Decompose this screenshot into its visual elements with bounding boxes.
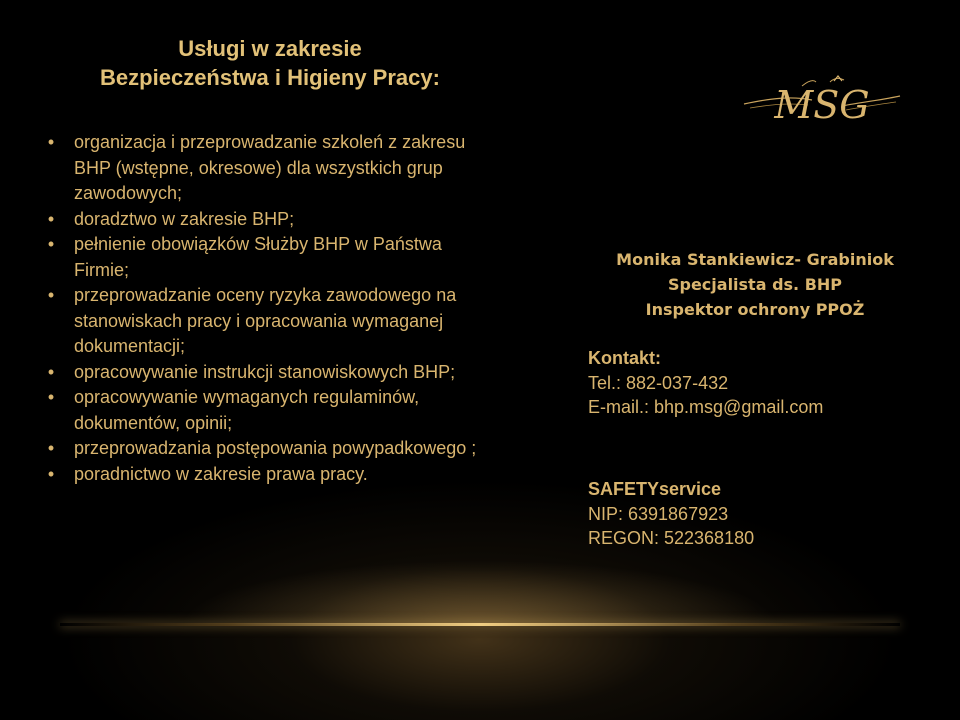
list-item	[44, 232, 499, 283]
contact-person	[560, 247, 950, 322]
list-item	[44, 436, 499, 462]
person-name: Monika Stankiewicz- Grabiniok	[616, 250, 894, 269]
list-item	[44, 360, 499, 386]
service-text: pełnienie obowiązków Służby BHP w Państwa Firmie;	[74, 234, 442, 280]
service-text: poradnictwo w zakresie prawa pracy.	[74, 463, 368, 484]
email-address: E-mail.: bhp.msg@gmail.com	[588, 397, 824, 417]
services-list	[44, 130, 499, 487]
gold-light-line	[60, 623, 900, 626]
list-item	[44, 385, 499, 436]
logo-text: MSG	[774, 83, 870, 127]
bullet-icon: •	[47, 234, 55, 254]
contact-block	[588, 346, 948, 420]
list-item	[44, 207, 499, 233]
services-title-line-2: Bezpieczeństwa i Higieny Pracy:	[100, 65, 440, 90]
services-title	[40, 34, 500, 92]
person-role: Inspektor ochrony PPOŻ	[645, 300, 865, 319]
msg-logo-icon	[742, 66, 902, 138]
stage-glow	[180, 560, 780, 624]
bullet-icon: •	[47, 463, 55, 484]
company-block	[588, 477, 948, 551]
bullet-icon: •	[47, 361, 55, 382]
service-text: przeprowadzania postępowania powypadkowego ;	[74, 438, 477, 458]
bullet-icon: •	[47, 132, 55, 152]
service-text: organizacja i przeprowadzanie szkoleń z zakresu BHP (wstępne, okresowe) dla wszystkich grup zawodowych;	[74, 132, 466, 203]
services-title-line-1: Usługi w zakresie	[178, 36, 362, 61]
list-item	[44, 130, 499, 207]
service-text: przeprowadzanie oceny ryzyka zawodowego na stanowiskach pracy i opracowania wymaganej dokumentacji;	[74, 285, 457, 356]
person-role: Specjalista ds. BHP	[667, 275, 843, 294]
company-nip: NIP: 6391867923	[588, 503, 729, 524]
service-text: doradztwo w zakresie BHP;	[74, 208, 295, 229]
bullet-icon: •	[47, 285, 55, 305]
contact-heading: Kontakt:	[588, 348, 661, 368]
company-regon: REGON: 522368180	[588, 528, 755, 548]
bullet-icon: •	[47, 208, 55, 229]
list-item	[44, 283, 499, 360]
list-item	[44, 462, 499, 488]
bullet-icon: •	[47, 438, 55, 458]
phone-number: Tel.: 882-037-432	[588, 372, 729, 393]
service-text: opracowywanie wymaganych regulaminów, dokumentów, opinii;	[74, 387, 420, 433]
bullet-icon: •	[47, 387, 55, 407]
company-name: SAFETYservice	[588, 479, 722, 499]
service-text: opracowywanie instrukcji stanowiskowych BHP;	[74, 361, 456, 382]
